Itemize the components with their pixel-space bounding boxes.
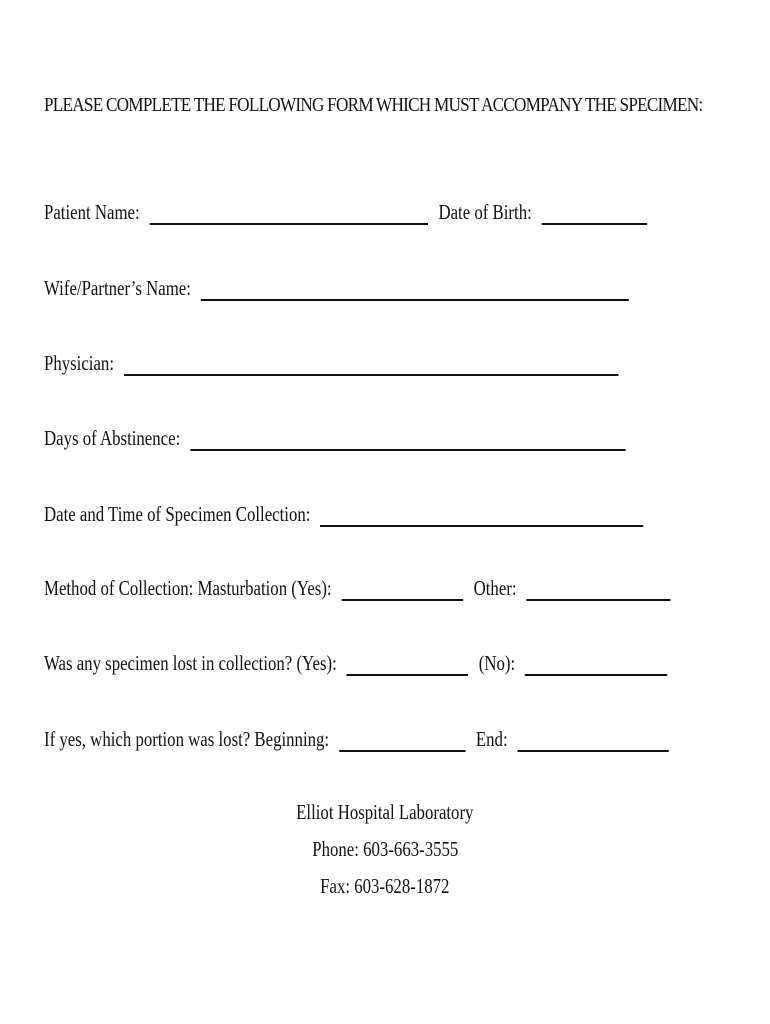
physician-field[interactable] <box>124 352 618 376</box>
physician-row <box>44 351 618 381</box>
patient-name-field[interactable] <box>149 201 427 225</box>
collection-datetime-label: Date and Time of Specimen Collection: <box>44 502 311 526</box>
other-method-field[interactable] <box>526 577 670 601</box>
collection-datetime-row <box>44 502 643 532</box>
lab-phone <box>0 837 770 862</box>
collection-datetime-field[interactable] <box>320 503 643 527</box>
partner-name-label: Wife/Partner’s Name: <box>44 276 191 300</box>
specimen-lost-label: Was any specimen lost in collection? (Yes): <box>44 651 337 675</box>
abstinence-field[interactable] <box>190 427 625 451</box>
lost-portion-label: If yes, which portion was lost? Beginning: <box>44 727 330 751</box>
method-label: Method of Collection: Masturbation (Yes): <box>44 576 332 600</box>
date-of-birth-label: Date of Birth: <box>438 200 532 224</box>
date-of-birth-field[interactable] <box>542 201 648 225</box>
patient-name-label: Patient Name: <box>44 200 140 224</box>
lab-fax-text: Fax: 603-628-1872 <box>320 874 450 898</box>
method-row <box>44 576 670 606</box>
lab-fax <box>0 874 770 899</box>
lab-name-text: Elliot Hospital Laboratory <box>296 800 474 824</box>
lab-phone-text: Phone: 603-663-3555 <box>311 837 459 861</box>
physician-label: Physician: <box>44 351 114 375</box>
form-instruction: PLEASE COMPLETE THE FOLLOWING FORM WHICH MUST ACCOMPANY THE SPECIMEN: <box>44 94 703 116</box>
abstinence-label: Days of Abstinence: <box>44 426 181 450</box>
partner-name-row <box>44 276 629 306</box>
patient-name-row <box>44 200 647 230</box>
specimen-lost-row <box>44 651 667 681</box>
specimen-lost-yes-field[interactable] <box>347 652 469 676</box>
end-field[interactable] <box>517 728 668 752</box>
specimen-lost-no-field[interactable] <box>525 652 667 676</box>
partner-name-field[interactable] <box>201 277 629 301</box>
masturbation-yes-field[interactable] <box>341 577 463 601</box>
lost-portion-row <box>44 727 669 757</box>
other-label: Other: <box>473 576 517 600</box>
beginning-field[interactable] <box>339 728 465 752</box>
no-label: (No): <box>478 651 516 675</box>
end-label: End: <box>475 727 508 751</box>
abstinence-row <box>44 426 625 456</box>
lab-name <box>0 800 770 825</box>
